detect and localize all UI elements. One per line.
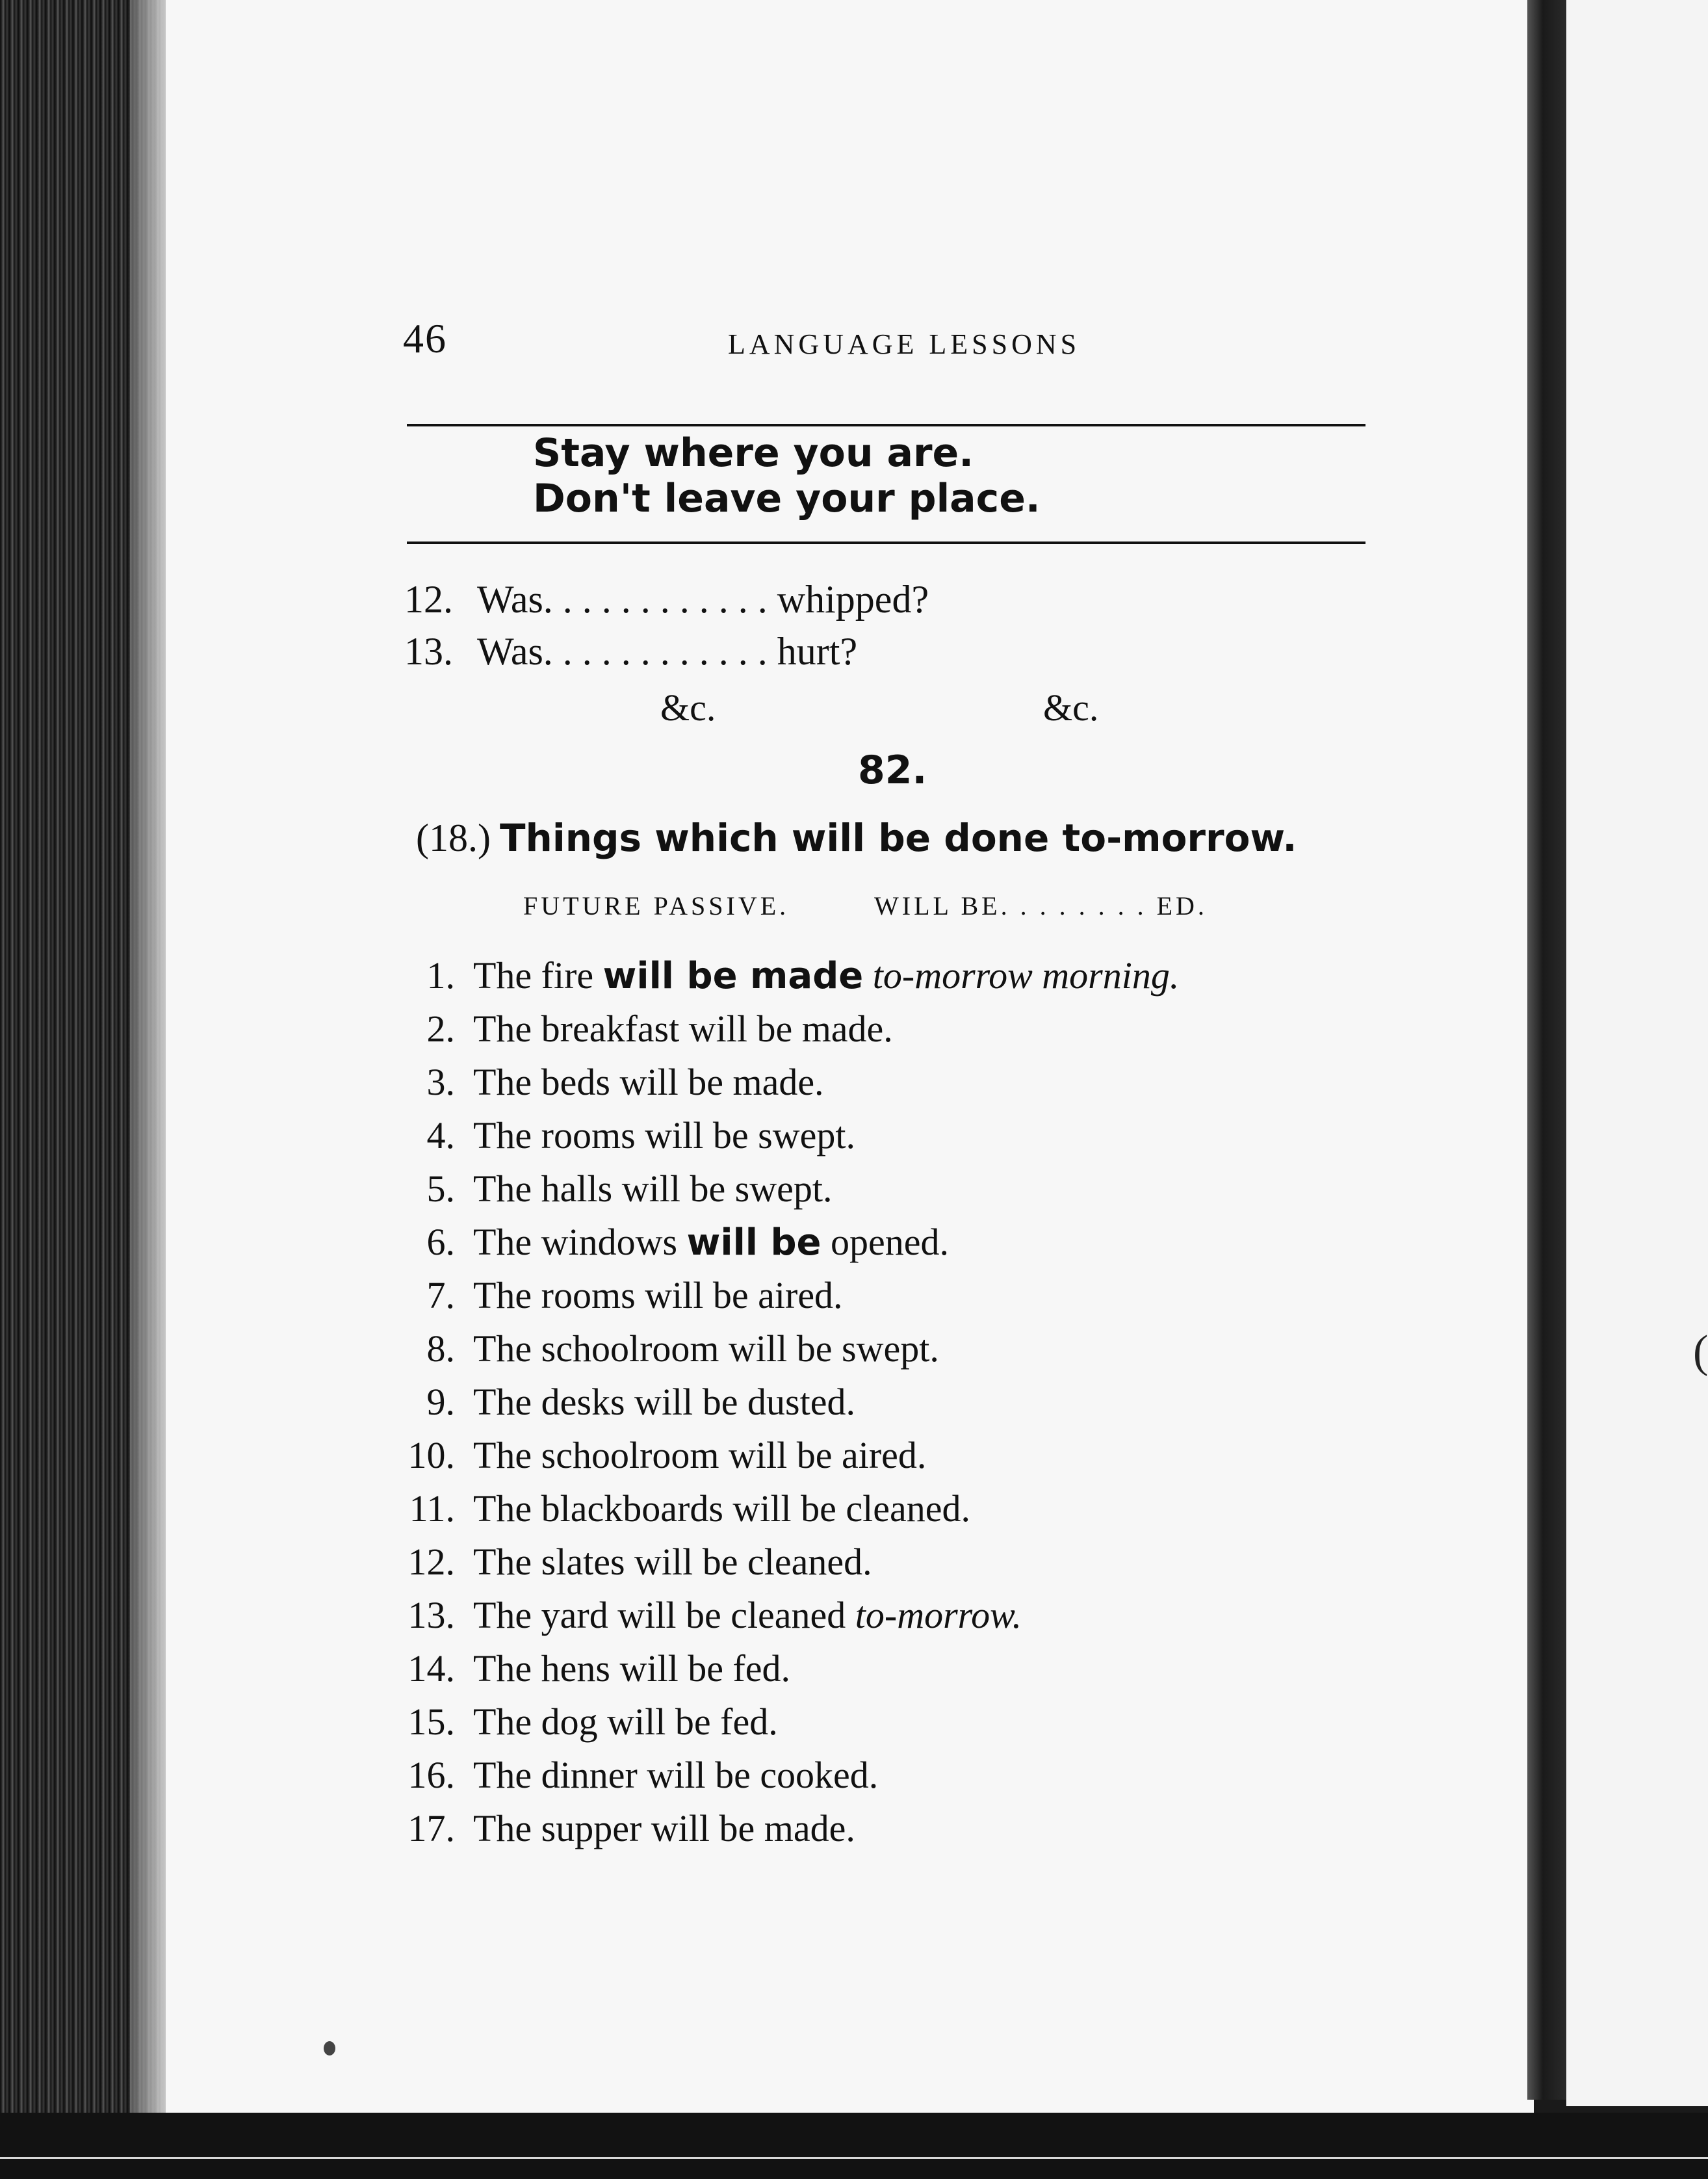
list-item: [390, 1589, 1365, 1642]
list-item: [390, 1322, 1365, 1376]
list-item: [390, 1109, 1365, 1162]
item-number: 8.: [426, 1327, 455, 1370]
item-text: The dinner will be cooked.: [473, 1754, 879, 1796]
list-item: [390, 1002, 1365, 1056]
item-text: The breakfast will be made.: [473, 1008, 893, 1050]
list-item: [390, 949, 1365, 1002]
item-number: 14.: [408, 1647, 455, 1690]
subheading-pattern: WILL BE. . . . . . . . ED.: [874, 891, 1208, 920]
list-item: [390, 1695, 1365, 1749]
item-italic: to-morrow morning.: [872, 954, 1180, 997]
item-text: opened.: [821, 1221, 950, 1263]
list-item: [390, 1802, 1365, 1855]
item-text: The yard will be cleaned: [473, 1594, 855, 1636]
item-text: The hens will be fed.: [473, 1647, 791, 1690]
list-item: [390, 1642, 1365, 1695]
item-text: The schoolroom will be swept.: [473, 1327, 939, 1370]
adjacent-page: [1566, 0, 1708, 2106]
item-text: The fire: [473, 954, 603, 997]
motto-bottom-rule: [407, 541, 1365, 544]
item-text: The schoolroom will be aired.: [473, 1434, 927, 1476]
item-number: 6.: [426, 1221, 455, 1263]
item-italic: to-morrow.: [855, 1594, 1022, 1636]
motto-box: [533, 430, 1041, 521]
running-head: [403, 315, 1378, 367]
item-text: The slates will be cleaned.: [473, 1541, 872, 1583]
ink-spot: [324, 2041, 335, 2055]
item-text: The dog will be fed.: [473, 1701, 778, 1743]
item-text: The windows: [473, 1221, 687, 1263]
item-emphasis: will be made: [602, 955, 864, 997]
motto-line: Stay where you are.: [533, 430, 974, 476]
gutter-shadow: [130, 0, 169, 2179]
list-item: [390, 1376, 1365, 1429]
drill-number: 13.: [404, 630, 453, 673]
list-item: [390, 1216, 1365, 1269]
book-title: LANGUAGE LESSONS: [728, 328, 1081, 360]
item-text: The desks will be dusted.: [473, 1381, 855, 1423]
item-number: 15.: [408, 1701, 455, 1743]
scan-bottom-border: [0, 2113, 1708, 2179]
list-item: [390, 1269, 1365, 1322]
drill-number: 12.: [404, 578, 453, 621]
item-number: 13.: [408, 1594, 455, 1636]
item-number: 3.: [426, 1061, 455, 1103]
item-text: The rooms will be aired.: [473, 1274, 843, 1316]
item-number: 9.: [426, 1381, 455, 1423]
drill-text: Was. . . . . . . . . . . . hurt?: [477, 630, 858, 673]
etc-mark: &c.: [1043, 686, 1099, 729]
list-item: [390, 1482, 1365, 1535]
page-number: 46: [403, 315, 447, 361]
subheading-tense: FUTURE PASSIVE.: [523, 891, 790, 920]
item-number: 17.: [408, 1807, 455, 1849]
sentence-list: [390, 949, 1365, 1855]
item-number: 16.: [408, 1754, 455, 1796]
section-heading: [416, 816, 1297, 861]
item-number: 4.: [426, 1114, 455, 1156]
list-item: [390, 1749, 1365, 1802]
adjacent-page-mark: (: [1693, 1327, 1708, 1377]
item-number: 12.: [408, 1541, 455, 1583]
list-item: [390, 1429, 1365, 1482]
list-item: [390, 1056, 1365, 1109]
drill-text: Was. . . . . . . . . . . . whipped?: [477, 578, 929, 621]
item-text: The rooms will be swept.: [473, 1114, 855, 1156]
section-number: (18.): [416, 816, 491, 859]
motto-top-rule: [407, 424, 1365, 426]
item-number: 2.: [426, 1008, 455, 1050]
item-text: The blackboards will be cleaned.: [473, 1487, 970, 1530]
item-emphasis: will be: [686, 1221, 822, 1264]
item-text: The supper will be made.: [473, 1807, 855, 1849]
item-number: 1.: [426, 954, 455, 997]
item-text: [863, 954, 873, 997]
drill-line: [404, 577, 929, 622]
item-text: The beds will be made.: [473, 1061, 824, 1103]
list-item: [390, 1162, 1365, 1216]
page-edge: [1527, 0, 1566, 2100]
item-number: 10.: [408, 1434, 455, 1476]
item-text: The halls will be swept.: [473, 1168, 833, 1210]
item-number: 5.: [426, 1168, 455, 1210]
section-title: Things which will be done to-morrow.: [499, 816, 1297, 860]
item-number: 11.: [409, 1487, 455, 1530]
motto-line: Don't leave your place.: [533, 476, 1041, 521]
exercise-number: 82.: [858, 748, 927, 793]
item-number: 7.: [426, 1274, 455, 1316]
drill-line: [404, 629, 857, 674]
list-item: [390, 1535, 1365, 1589]
etc-mark: &c.: [660, 686, 716, 729]
scan-bottom-line: [0, 2157, 1708, 2159]
